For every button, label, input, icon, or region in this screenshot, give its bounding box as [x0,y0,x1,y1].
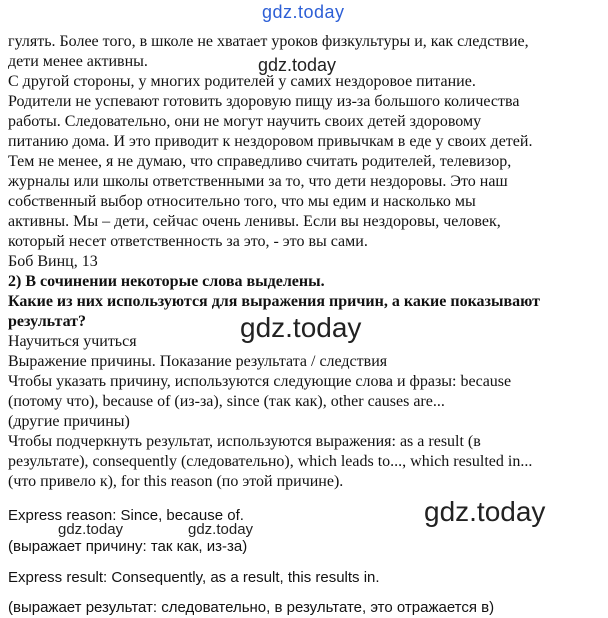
text-line: собственный выбор относительно того, что мы едим и насколько мы [8,193,476,210]
watermark: gdz.today [240,312,362,343]
watermark: gdz.today [258,55,337,75]
section-title: Научиться учиться [8,333,137,350]
answer-result: Express result: Consequently, as a result, this results in. [8,569,380,586]
text-line: активны. Мы – дети, сейчас очень ленивы. Если вы нездоровы, человек, [8,213,501,230]
text-line: питанию дома. И это приводит к нездоровом привычкам в еде у своих детей. [8,133,533,150]
answer-reason-translation: (выражает причину: так как, из-за) [8,538,248,555]
watermark: gdz.today [188,521,254,538]
text-line: (другие причины) [8,413,130,430]
text-line: результате), consequently (следовательно), which leads to..., which resulted in... [8,453,533,470]
task-heading: 2) В сочинении некоторые слова выделены. [8,273,325,290]
text-line: (что привело к), for this reason (по этой причине). [8,473,344,490]
task-question: результат? [8,313,87,330]
text-line: (потому что), because of (из-за), since (так как), other causes are... [8,393,445,410]
watermark: gdz.today [58,521,124,538]
text-line: Родители не успевают готовить здоровую пищу из-за большого количества [8,93,520,110]
watermark: gdz.today [424,496,546,527]
text-line: Тем не менее, я не думаю, что справедливо считать родителей, телевизор, [8,153,512,170]
text-line: который несет ответственность за это, - это вы сами. [8,233,368,250]
answer-result-translation: (выражает результат: следовательно, в результате, это отражается в) [8,599,495,616]
watermark-top: gdz.today [262,2,345,22]
author-signature: Боб Винц, 13 [8,253,98,270]
text-line: Чтобы указать причину, используются следующие слова и фразы: because [8,373,512,390]
section-subtitle: Выражение причины. Показание результата / следствия [8,353,388,370]
text-line: гулять. Более того, в школе не хватает уроков физкультуры и, как следствие, [8,33,529,50]
answer-reason: Express reason: Since, because of. [8,507,244,524]
text-line: дети менее активны. [8,53,148,70]
text-line: работы. Следовательно, они не могут научить своих детей здоровому [8,113,482,130]
text-line: журналы или школы ответственными за то, что дети нездоровы. Это наш [8,173,508,190]
text-line: С другой стороны, у многих родителей у самих нездоровое питание. [8,73,476,90]
task-question: Какие из них используются для выражения причин, а какие показывают [8,293,540,310]
text-line: Чтобы подчеркнуть результат, используются выражения: as a result (в [8,433,481,450]
